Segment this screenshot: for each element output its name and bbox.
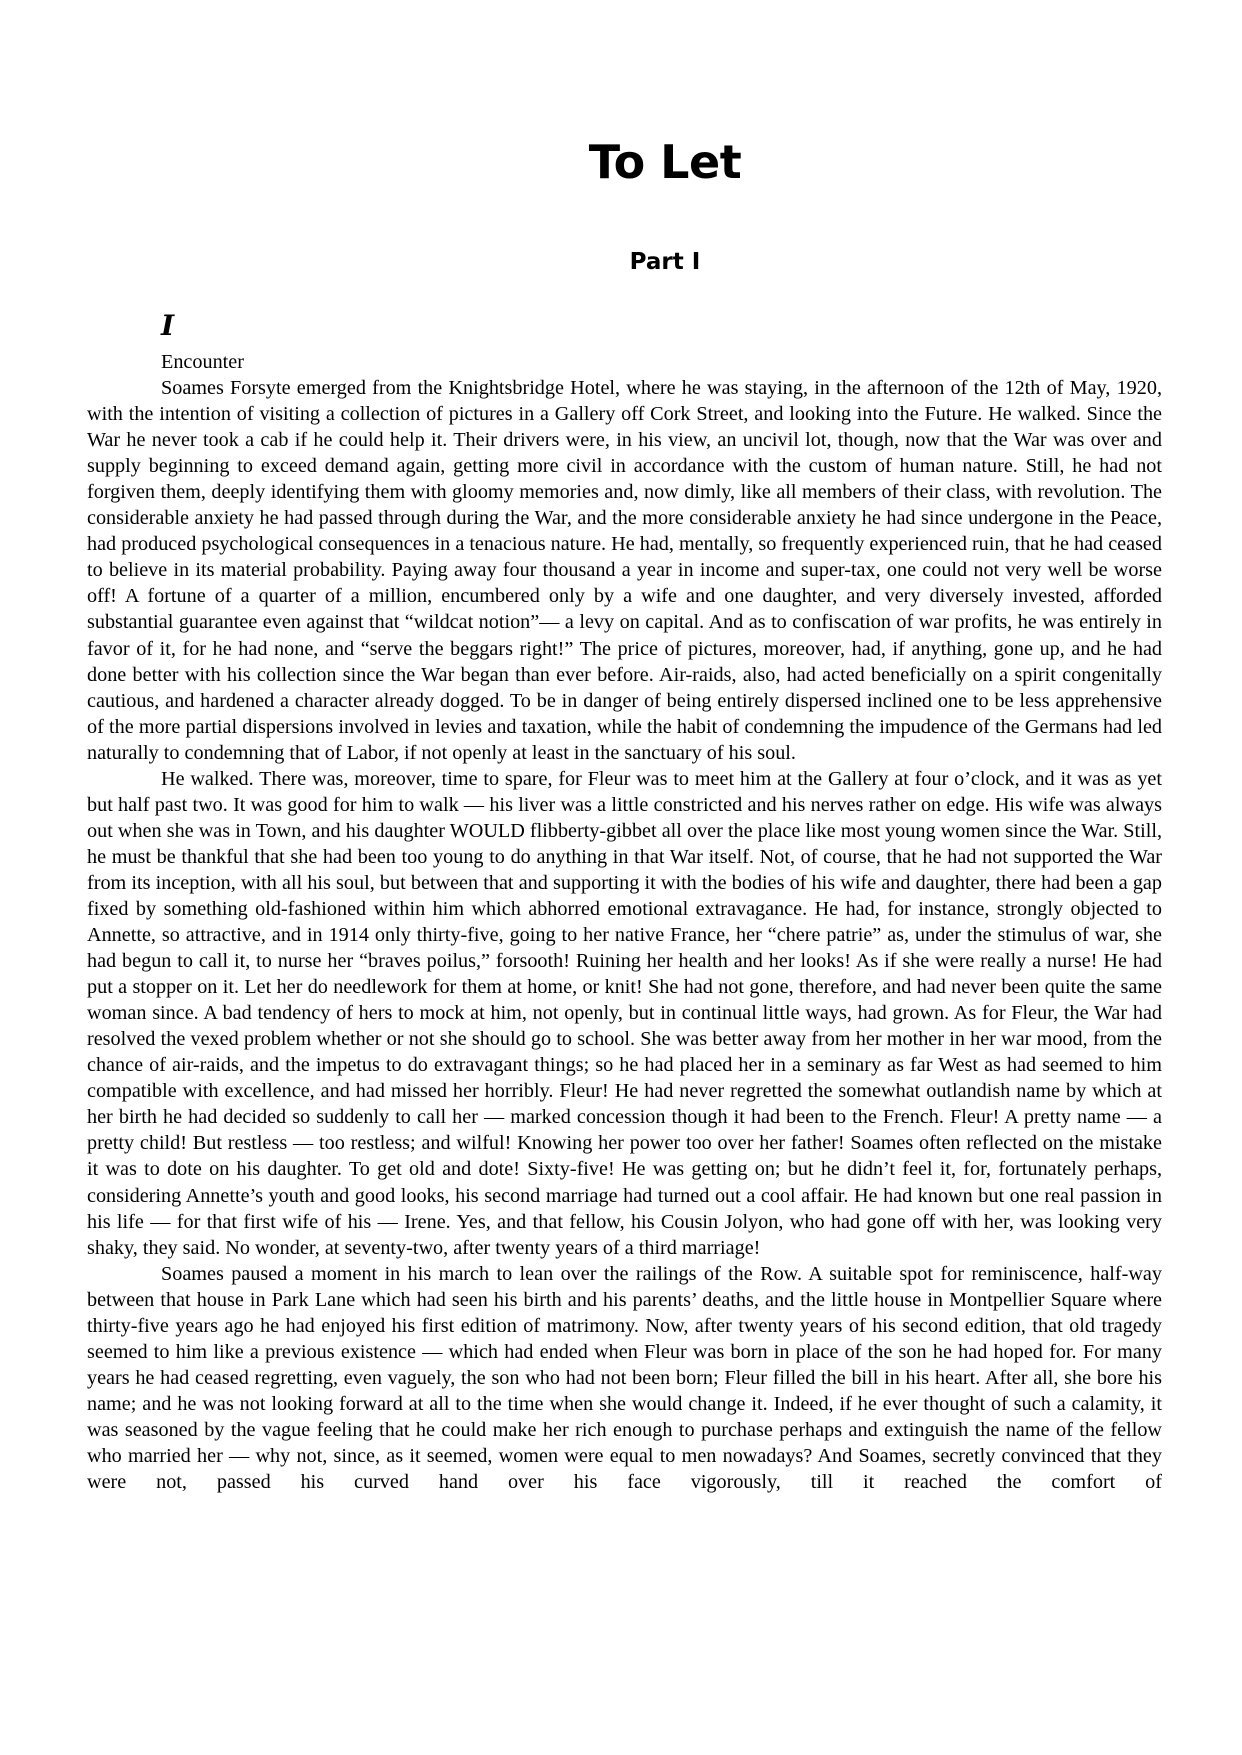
paragraph: He walked. There was, moreover, time to spare, for Fleur was to meet him at the Gallery at four o’clock, and it was as yet but half past two. It was good for him to walk — his liver was a little constricted and his nerves rather on edge. His wife was always out when she was in Town, and his daughter WOULD flibberty-gibbet all over the place like most young women since the War. Still, he must be thankful that she had been too young to do anything in that War itself. Not, of course, that he had not supported the War from its inception, with all his soul, but between that and supporting it with the bodies of his wife and daughter, there had been a gap fixed by something old-fashioned within him which abhorred emotional extravagance. He had, for instance, strongly objected to Annette, so attractive, and in 1914 only thirty-five, going to her native France, her “chere patrie” as, under the stimulus of war, she had begun to call it, to nurse her “braves poilus,” forsooth! Ruining her health and her looks! As if she were really a nurse! He had put a stopper on it. Let her do needlework for them at home, or knit! She had not gone, therefore, and had never been quite the same woman since. A bad tendency of hers to mock at him, not openly, but in continual little ways, had grown. As for Fleur, the War had resolved the vexed problem whether or not she should go to school. She was better away from her mother in her war mood, from the chance of air-raids, and the impetus to do extravagant things; so he had placed her in a seminary as far West as had seemed to him compatible with excellence, and had missed her horribly. Fleur! He had never regretted the somewhat outlandish name by which at her birth he had decided so suddenly to call her — marked concession though it had been to the French. Fleur! A pretty name — a pretty child! But restless — too restless; and wilful! Knowing her power too over her father! Soames often reflected on the mistake it was to dote on his daughter. To get old and dote! Sixty-five! He was getting on; but he didn’t feel it, for, fortunately perhaps, considering Annette’s youth and good looks, his second marriage had turned out a cool affair. He had known but one real passion in his life — for that first wife of his — Irene. Yes, and that fellow, his Cousin Jolyon, who had gone off with her, was looking very shaky, they said. No wonder, at seventy-two, after twenty years of a third marriage! (87, 767, 1162, 1259)
paragraph: Soames Forsyte emerged from the Knightsbridge Hotel, where he was staying, in the afternoon of the 12th of May, 1920, with the intention of visiting a collection of pictures in a Gallery off Cork Street, and looking into the Future. He walked. Since the War he never took a cab if he could help it. Their drivers were, in his view, an uncivil lot, though, now that the War was over and supply beginning to exceed demand again, getting more civil in accordance with the custom of human nature. Still, he had not forgiven them, deeply identifying them with gloomy memories and, now dimly, like all members of their class, with revolution. The considerable anxiety he had passed through during the War, and the more considerable anxiety he had since undergone in the Peace, had produced psychological consequences in a tenacious nature. He had, mentally, so frequently experienced ruin, that he had ceased to believe in its material probability. Paying away four thousand a year in income and super-tax, one could not very well be worse off! A fortune of a quarter of a million, encumbered only by a wife and one daughter, and very diversely invested, afforded substantial guarantee even against that “wildcat notion”— a levy on capital. And as to confiscation of war profits, he was entirely in favor of it, for he had none, and “serve the beggars right!” The price of pictures, moreover, had, if anything, gone up, and he had done better with his collection since the War began than ever before. Air-raids, also, had acted beneficially on a spirit congenitally cautious, and hardened a character already dogged. To be in danger of being entirely dispersed inclined one to be less apprehensive of the more partial dispersions involved in levies and taxation, while the habit of condemning the impudence of the Germans had led naturally to condemning that of Labor, if not openly at least in the sanctuary of his soul. (87, 377, 1162, 764)
part-title: Part I (629, 249, 701, 275)
book-title: To Let (588, 135, 742, 189)
paragraph: Soames paused a moment in his march to lean over the railings of the Row. A suitable spot for reminiscence, half-way between that house in Park Lane which had seen his birth and his parents’ deaths, and the little house in Montpellier Square where thirty-five years ago he had enjoyed his first edition of matrimony. Now, after twenty years of his second edition, that old tragedy seemed to him like a previous existence — which had ended when Fleur was born in place of the son he had hoped for. For many years he had ceased regretting, even vaguely, the son who had not been born; Fleur filled the bill in his heart. After all, she bore his name; and he was not looking forward at all to the time when she would change it. Indeed, if he ever thought of such a calamity, it was seasoned by the vague feeling that he could make her rich enough to purchase perhaps and extinguish the name of the fellow who married her — why not, since, as it seemed, women were equal to men nowadays? And Soames, secretly convinced that they were not, passed his curved hand over his face vigorously, till it reached the comfort of (87, 1262, 1162, 1494)
chapter-title: Encounter (161, 351, 244, 373)
chapter-body (87, 349, 1162, 1495)
chapter-number: I (161, 309, 175, 342)
